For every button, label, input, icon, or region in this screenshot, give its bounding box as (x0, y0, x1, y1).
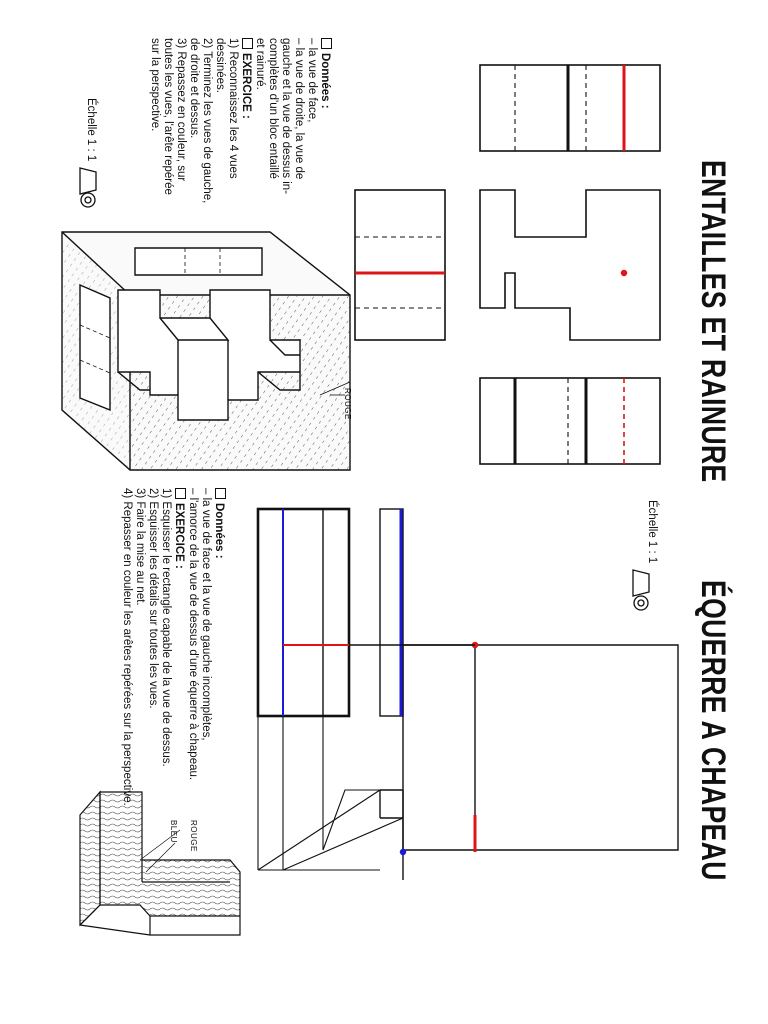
exercise-1-exercice-item: toutes les vues, l'arête repérée (162, 38, 174, 195)
exercise-2-title: ÉQUERRE A CHAPEAU (694, 580, 732, 881)
view-1-rectangle (480, 65, 660, 151)
exercise-1-persp-label-red: ROUGE (343, 388, 352, 420)
exercise-1-exercice-item: 2) Terminez les vues de gauche, (201, 38, 213, 204)
exercise-2-donnees-heading: Données : (212, 488, 226, 806)
exercise-1-exercice-item: 3) Repassez en couleur, sur (175, 38, 187, 182)
projection-symbol-icon (633, 570, 649, 610)
front-view-equerre (380, 642, 678, 880)
exercise-2-exercice-item: 4) Repasser en couleur les arêtes repérées sur la perspective. (121, 488, 133, 806)
exercise-1-exercice-item: sur la perspective. (149, 38, 161, 132)
exercise-2-persp-label-red: ROUGE (189, 820, 198, 852)
top-view-construction (258, 716, 403, 870)
exercise-1-donnees-item: – la vue de droite, la vue de (293, 38, 305, 180)
projection-symbol-icon (80, 168, 96, 207)
exercise-2-exercice-item: 2) Esquisser les détails sur toutes les vues. (147, 488, 159, 709)
exercise-1-scale: Échelle 1 : 1 (85, 98, 97, 162)
exercise-2-donnees-item: – l'amorce de la vue de dessus d'une équerre à chapeau. (187, 488, 199, 781)
exercise-1-instructions (148, 38, 332, 203)
exercise-1-donnees-item: gauche et la vue de dessus in- (280, 38, 292, 194)
exercise-2-exercice-heading: EXERCICE : (172, 488, 186, 806)
exercise-1-title: ENTAILLES ET RAINURE (694, 160, 732, 483)
left-view-equerre (258, 509, 475, 716)
exercise-2-exercice-item: 3) Faire la mise au net. (134, 488, 146, 606)
view-3-profile (480, 190, 660, 340)
exercise-2-scale: Échelle 1 : 1 (646, 500, 658, 564)
view-2-rectangle (355, 190, 445, 340)
exercise-2-instructions (120, 488, 226, 806)
view-4-rectangle (480, 378, 660, 464)
exercise-1-exercice-item: de droite et dessus. (188, 38, 200, 139)
exercise-1-donnees-item: complètes d'un bloc entaillé (267, 38, 279, 179)
equerre-perspective (80, 792, 240, 935)
exercise-1-exercice-item: 1) Reconnaissez les 4 vues (227, 38, 239, 179)
exercise-2-donnees-item: – la vue de face et la vue de gauche incomplètes, (200, 488, 212, 741)
exercise-1-donnees-item: et rainuré. (254, 38, 266, 90)
exercise-1-exercice-item: dessinées. (214, 38, 226, 93)
exercise-2-exercice-item: 1) Esquisser le rectangle capable de la vue de dessus. (160, 488, 172, 767)
exercise-1-donnees-heading: Données : (318, 38, 332, 203)
block-perspective (62, 232, 350, 470)
exercise-2-persp-label-blue: BLEU (169, 820, 178, 843)
exercise-1-donnees-item: – la vue de face, (306, 38, 318, 123)
exercise-1-exercice-heading: EXERCICE : (239, 38, 253, 203)
